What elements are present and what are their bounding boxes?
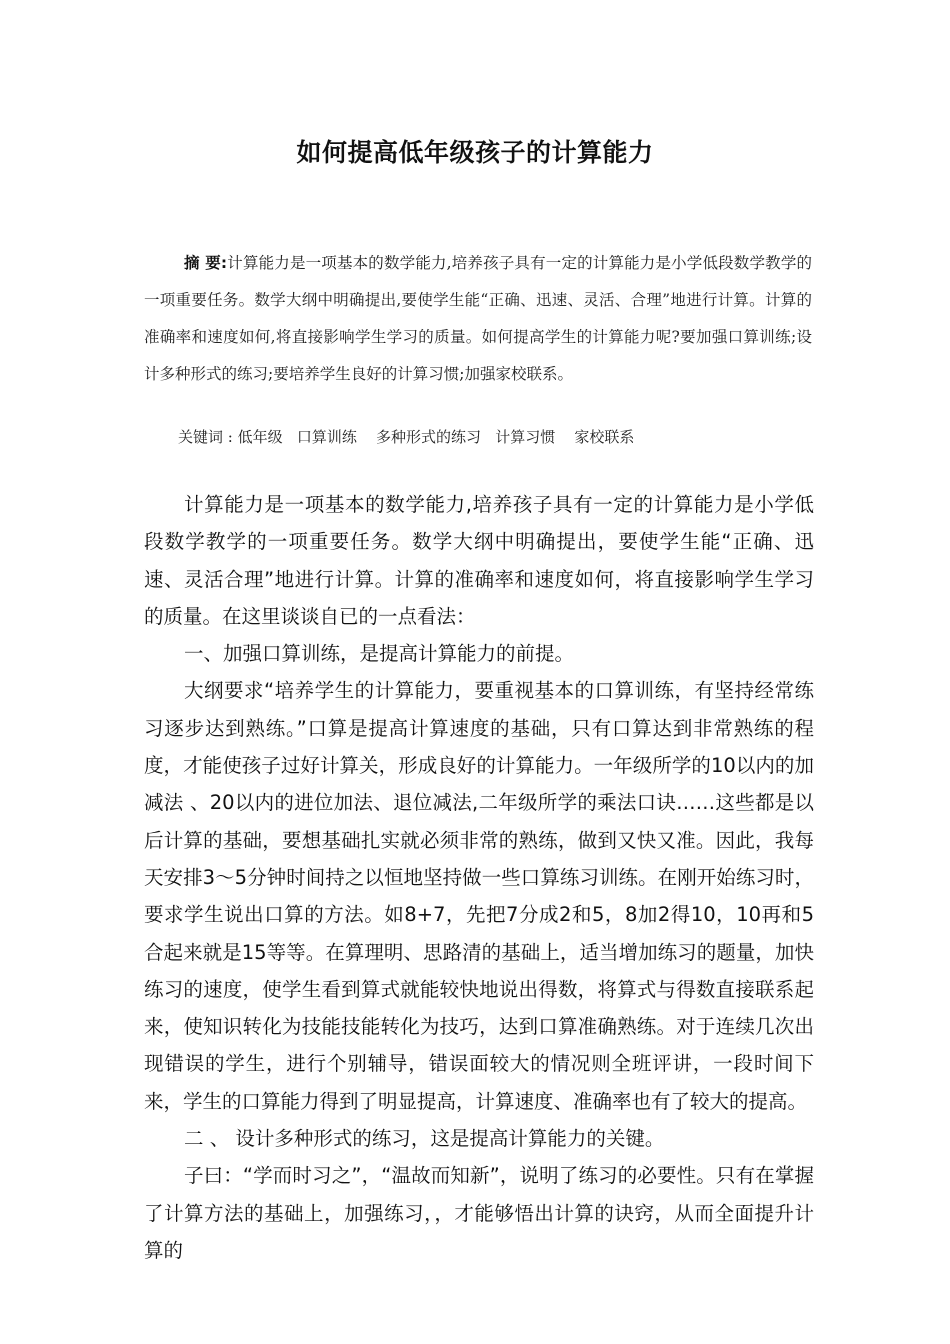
keywords-line: 关键词 : 低年级 口算训练 多种形式的练习 计算习惯 家校联系 xyxy=(178,428,635,446)
abstract-label: 摘 要: xyxy=(184,254,228,272)
body-paragraph: 计算能力是一项基本的数学能力,培养孩子具有一定的计算能力是小学低段数学教学的一项重要任务。数学大纲中明确提出，要使学生能“正确、迅速、灵活合理”地进行计算。计算的准确率和速度如何，将直接影响学生学习的质量。在这里谈谈自已的一点看法： xyxy=(144,493,814,628)
abstract-section xyxy=(144,245,812,393)
section-heading: 一、加强口算训练，是提高计算能力的前提。 xyxy=(184,642,575,666)
document-title: 如何提高低年级孩子的计算能力 xyxy=(296,138,654,167)
section-heading: 二 、 设计多种形式的练习，这是提高计算能力的关键。 xyxy=(184,1127,665,1151)
abstract-text: 计算能力是一项基本的数学能力,培养孩子具有一定的计算能力是小学低段数学教学的一项重要任务。数学大纲中明确提出,要使学生能“正确、迅速、灵活、合理”地进行计算。计算的准确率和速度如何,将直接影响学生学习的质量。如何提高学生的计算能力呢?要加强口算训练;设计多种形式的练习;要培养学生良好的计算习惯;加强家校联系。 xyxy=(144,254,812,383)
body-text xyxy=(144,486,814,1269)
body-paragraph: 大纲要求“培养学生的计算能力，要重视基本的口算训练，有坚持经常练习逐步达到熟练。”口算是提高计算速度的基础，只有口算达到非常熟练的程度，才能使孩子过好计算关，形成良好的计算能力。一年级所学的10以内的加减法 、20以内的进位加法、退位减法,二年级所学的乘法口诀……这些都是以后计算的基础，要想基础扎实就必须非常的熟练，做到又快又准。因此，我每天安排3～5分钟时间持之以恒地坚持做一些口算练习训练。在刚开始练习时，要求学生说出口算的方法。如8+7，先把7分成2和5，8加2得10，10再和5合起来就是15等等。在算理明、思路清的基础上，适当增加练习的题量，加快练习的速度，使学生看到算式就能较快地说出得数，将算式与得数直接联系起来，使知识转化为技能技能转化为技巧，达到口算准确熟练。对于连续几次出现错误的学生，进行个别辅导，错误面较大的情况则全班评讲，一段时间下来，学生的口算能力得到了明显提高，计算速度、准确率也有了较大的提高。 xyxy=(144,679,814,1113)
body-paragraph: 子曰：“学而时习之”，“温故而知新”，说明了练习的必要性。只有在掌握了计算方法的基础上，加强练习，，才能够悟出计算的诀窍，从而全面提升计算的 xyxy=(144,1164,814,1262)
